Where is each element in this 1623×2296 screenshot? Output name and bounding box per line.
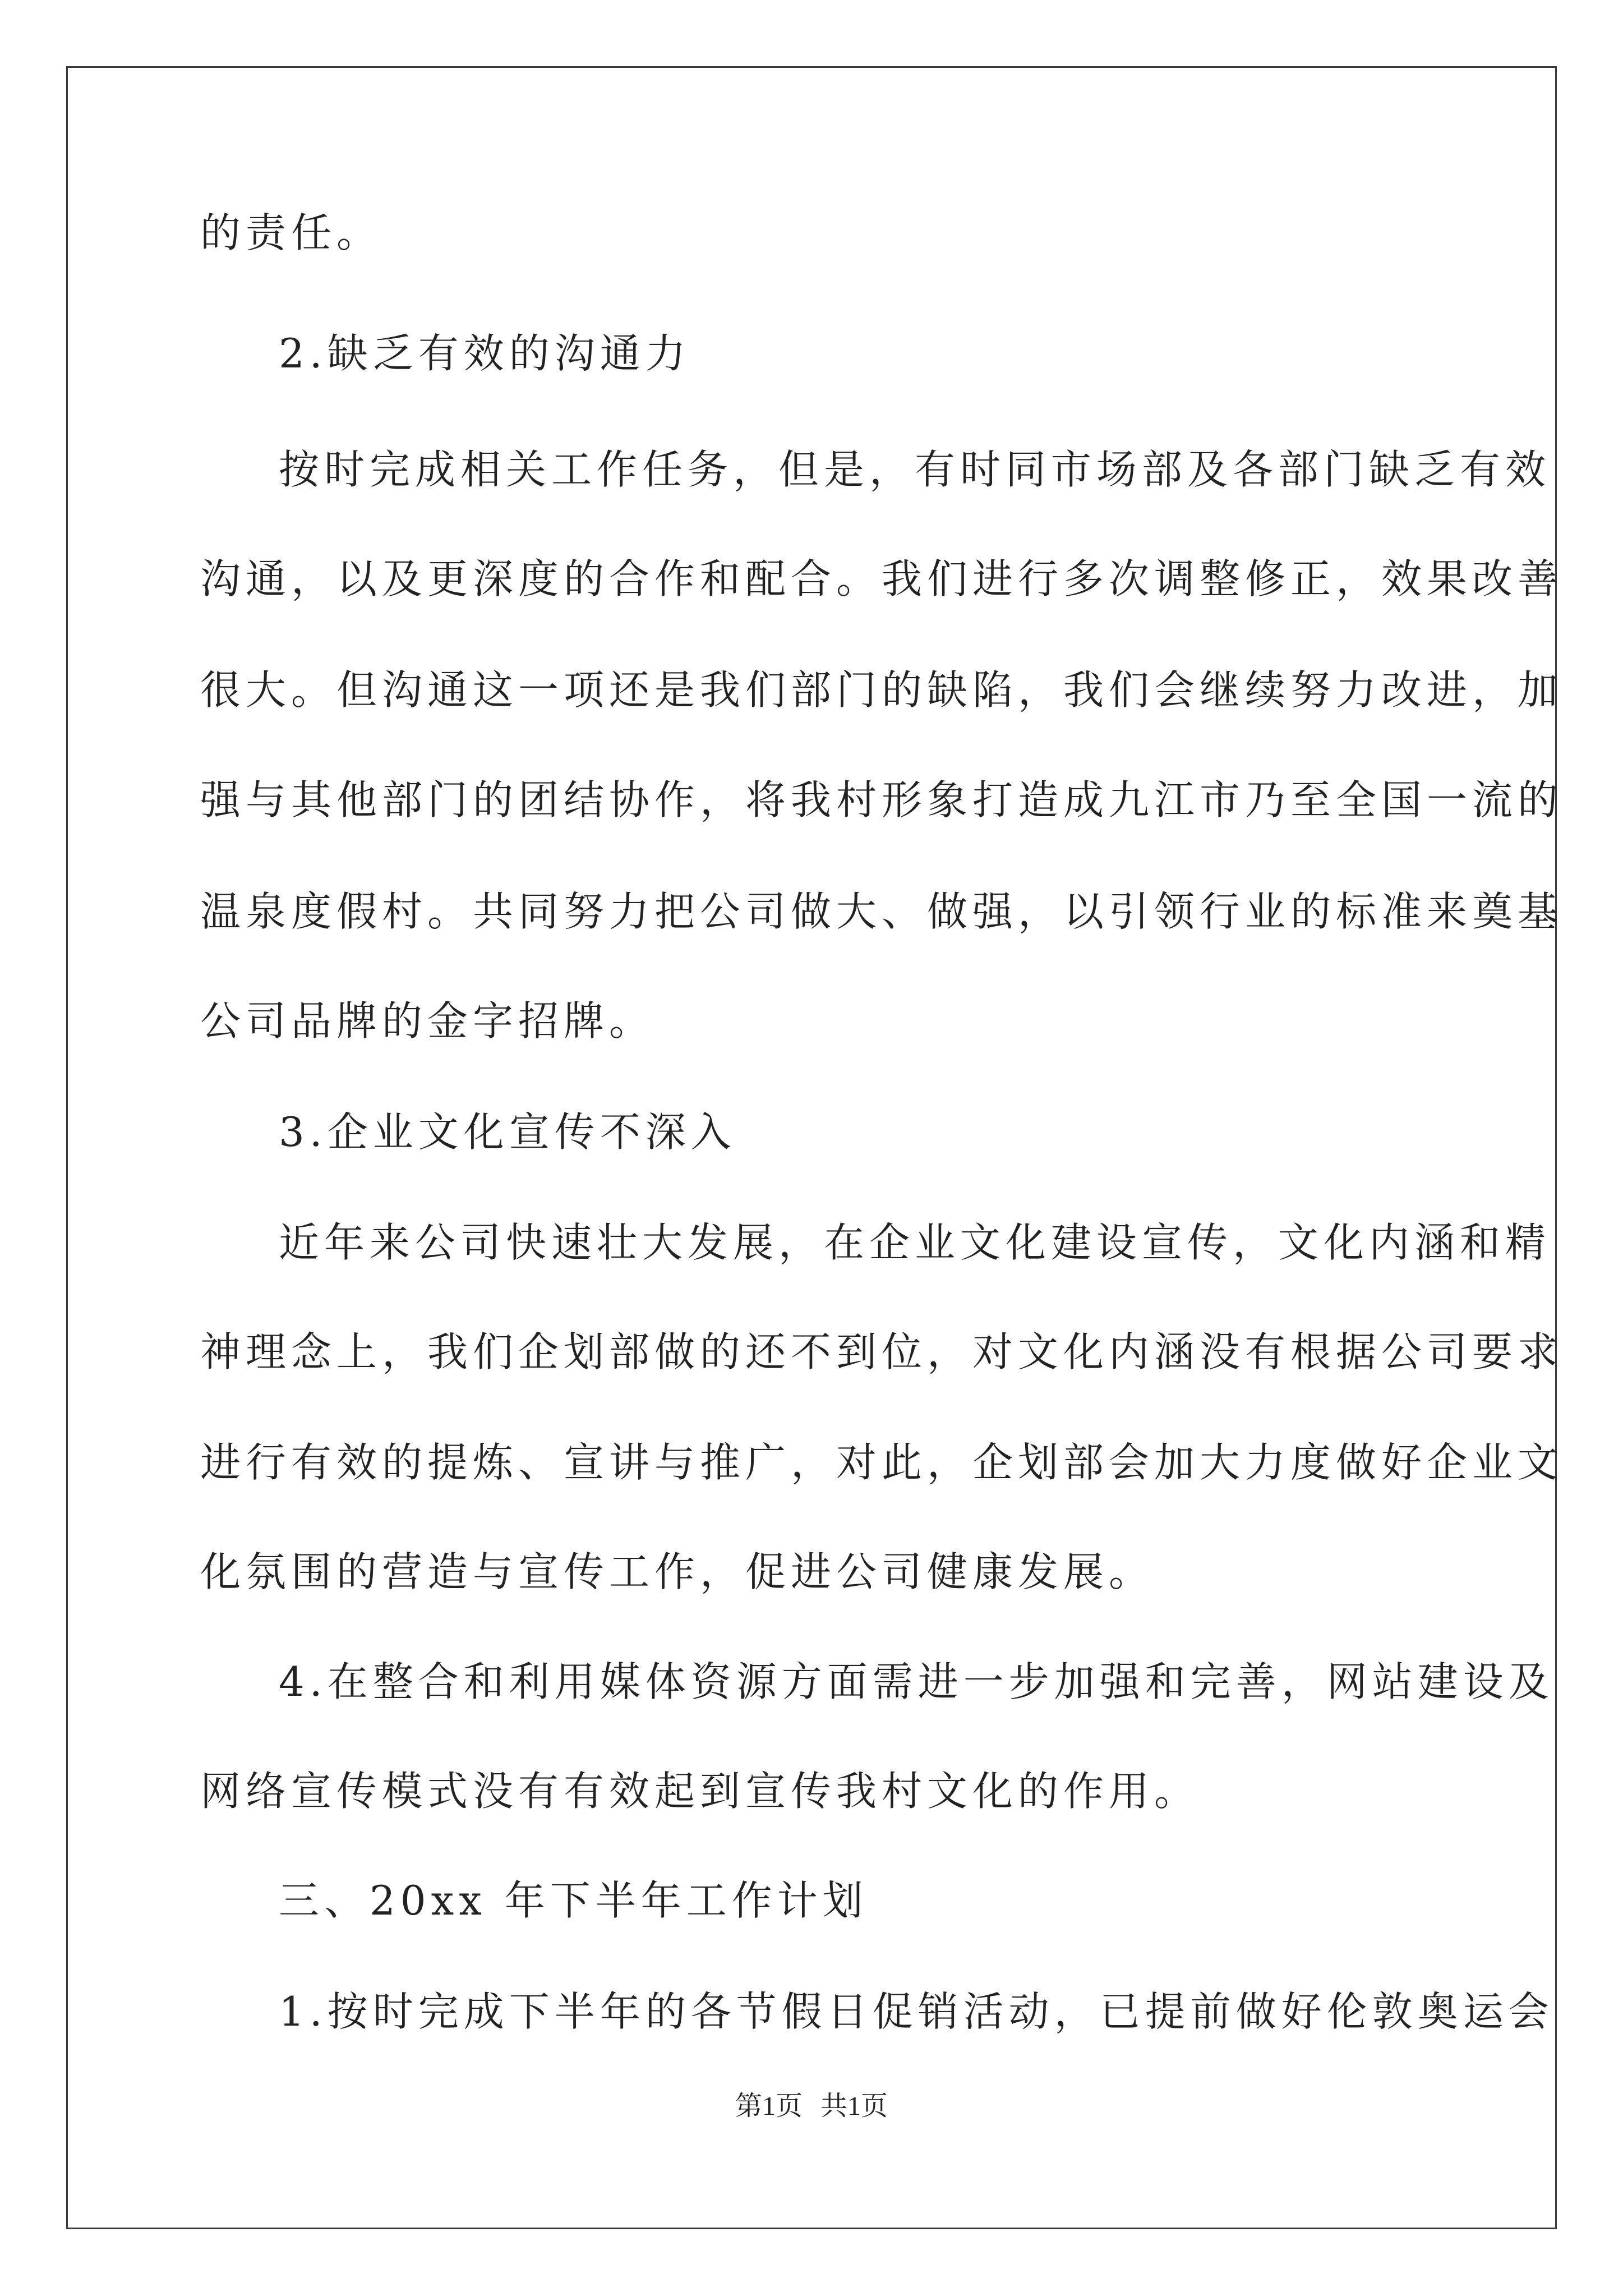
text-line-10: 近年来公司快速壮大发展，在企业文化建设宣传，文化内涵和精 [279,1219,1551,1266]
text-line-17: 1.按时完成下半年的各节假日促销活动，已提前做好伦敦奥运会 [279,1988,1554,2035]
page-number: 第1页 [735,2091,803,2121]
text-line-8: 公司品牌的金字招牌。 [200,997,655,1045]
text-line-4: 沟通，以及更深度的合作和配合。我们进行多次调整修正，效果改善 [200,555,1564,602]
section-heading-plan: 三、20xx 年下半年工作计划 [279,1877,868,1924]
text-line-14: 4.在整合和利用媒体资源方面需进一步加强和完善，网站建设及 [279,1658,1554,1705]
text-line-1: 的责任。 [200,209,382,256]
text-line-5: 很大。但沟通这一项还是我们部门的缺陷，我们会继续努力改进，加 [200,666,1564,714]
section-heading-communication: 2.缺乏有效的沟通力 [279,330,691,377]
section-heading-culture: 3.企业文化宣传不深入 [279,1108,736,1156]
text-line-15: 网络宣传模式没有有效起到宣传我村文化的作用。 [200,1768,1200,1815]
text-line-13: 化氛围的营造与宣传工作，促进公司健康发展。 [200,1548,1155,1595]
page-total: 共1页 [820,2091,888,2121]
text-line-12: 进行有效的提炼、宣讲与推广，对此，企划部会加大力度做好企业文 [200,1439,1564,1486]
text-line-6: 强与其他部门的团结协作，将我村形象打造成九江市乃至全国一流的 [200,776,1564,823]
text-line-11: 神理念上，我们企划部做的还不到位，对文化内涵没有根据公司要求 [200,1328,1564,1375]
text-line-3: 按时完成相关工作任务，但是，有时同市场部及各部门缺乏有效 [279,446,1551,493]
text-line-7: 温泉度假村。共同努力把公司做大、做强，以引领行业的标准来奠基 [200,888,1564,935]
page-footer [0,2084,1623,2123]
